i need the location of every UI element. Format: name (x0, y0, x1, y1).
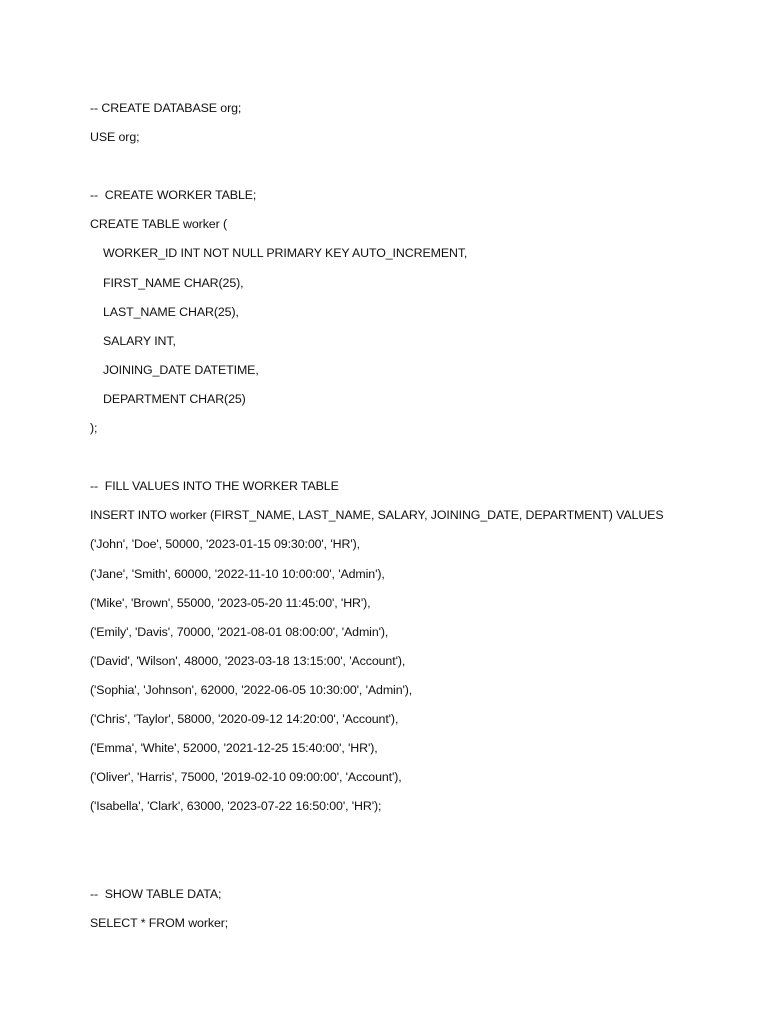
code-line: -- CREATE WORKER TABLE; (90, 188, 257, 203)
code-line: ('Sophia', 'Johnson', 62000, '2022-06-05 10:30:00', 'Admin'), (90, 682, 413, 697)
code-line: -- CREATE DATABASE org; (90, 101, 242, 115)
code-line: INSERT INTO worker (FIRST_NAME, LAST_NAME, SALARY, JOINING_DATE, DEPARTMENT) VALUES (90, 508, 664, 523)
code-line: ('Jane', 'Smith', 60000, '2022-11-10 10:00:00', 'Admin'), (90, 566, 385, 581)
code-line: ); (90, 421, 98, 436)
code-line: ('John', 'Doe', 50000, '2023-01-15 09:30:00', 'HR'), (90, 537, 360, 552)
blank-line (90, 850, 750, 879)
blank-line (90, 152, 750, 181)
code-line: USE org; (90, 130, 140, 145)
code-line: -- FILL VALUES INTO THE WORKER TABLE (90, 479, 339, 494)
code-line: -- SHOW TABLE DATA; (90, 886, 222, 901)
code-line: ('Chris', 'Taylor', 58000, '2020-09-12 14:20:00', 'Account'), (90, 711, 399, 726)
code-line: ('David', 'Wilson', 48000, '2023-03-18 13:15:00', 'Account'), (90, 653, 406, 668)
code-line: SELECT * FROM worker; (90, 915, 229, 930)
code-line: ('Oliver', 'Harris', 75000, '2019-02-10 09:00:00', 'Account'), (90, 770, 402, 785)
code-line: ('Isabella', 'Clark', 63000, '2023-07-22 16:50:00', 'HR'); (90, 799, 382, 814)
code-line: ('Emily', 'Davis', 70000, '2021-08-01 08:00:00', 'Admin'), (90, 624, 389, 639)
code-line: FIRST_NAME CHAR(25), (103, 275, 244, 290)
blank-line (90, 443, 750, 472)
code-line: JOINING_DATE DATETIME, (103, 362, 259, 377)
code-line: ('Emma', 'White', 52000, '2021-12-25 15:40:00', 'HR'), (90, 741, 378, 756)
sql-code-block (90, 94, 750, 938)
code-line: ('Mike', 'Brown', 55000, '2023-05-20 11:45:00', 'HR'), (90, 595, 371, 610)
code-line: DEPARTMENT CHAR(25) (103, 391, 246, 406)
code-line: CREATE TABLE worker ( (90, 217, 227, 232)
code-line: WORKER_ID INT NOT NULL PRIMARY KEY AUTO_INCREMENT, (103, 246, 468, 261)
code-line: LAST_NAME CHAR(25), (103, 304, 239, 319)
blank-line (90, 821, 750, 850)
code-line: SALARY INT, (103, 333, 176, 348)
